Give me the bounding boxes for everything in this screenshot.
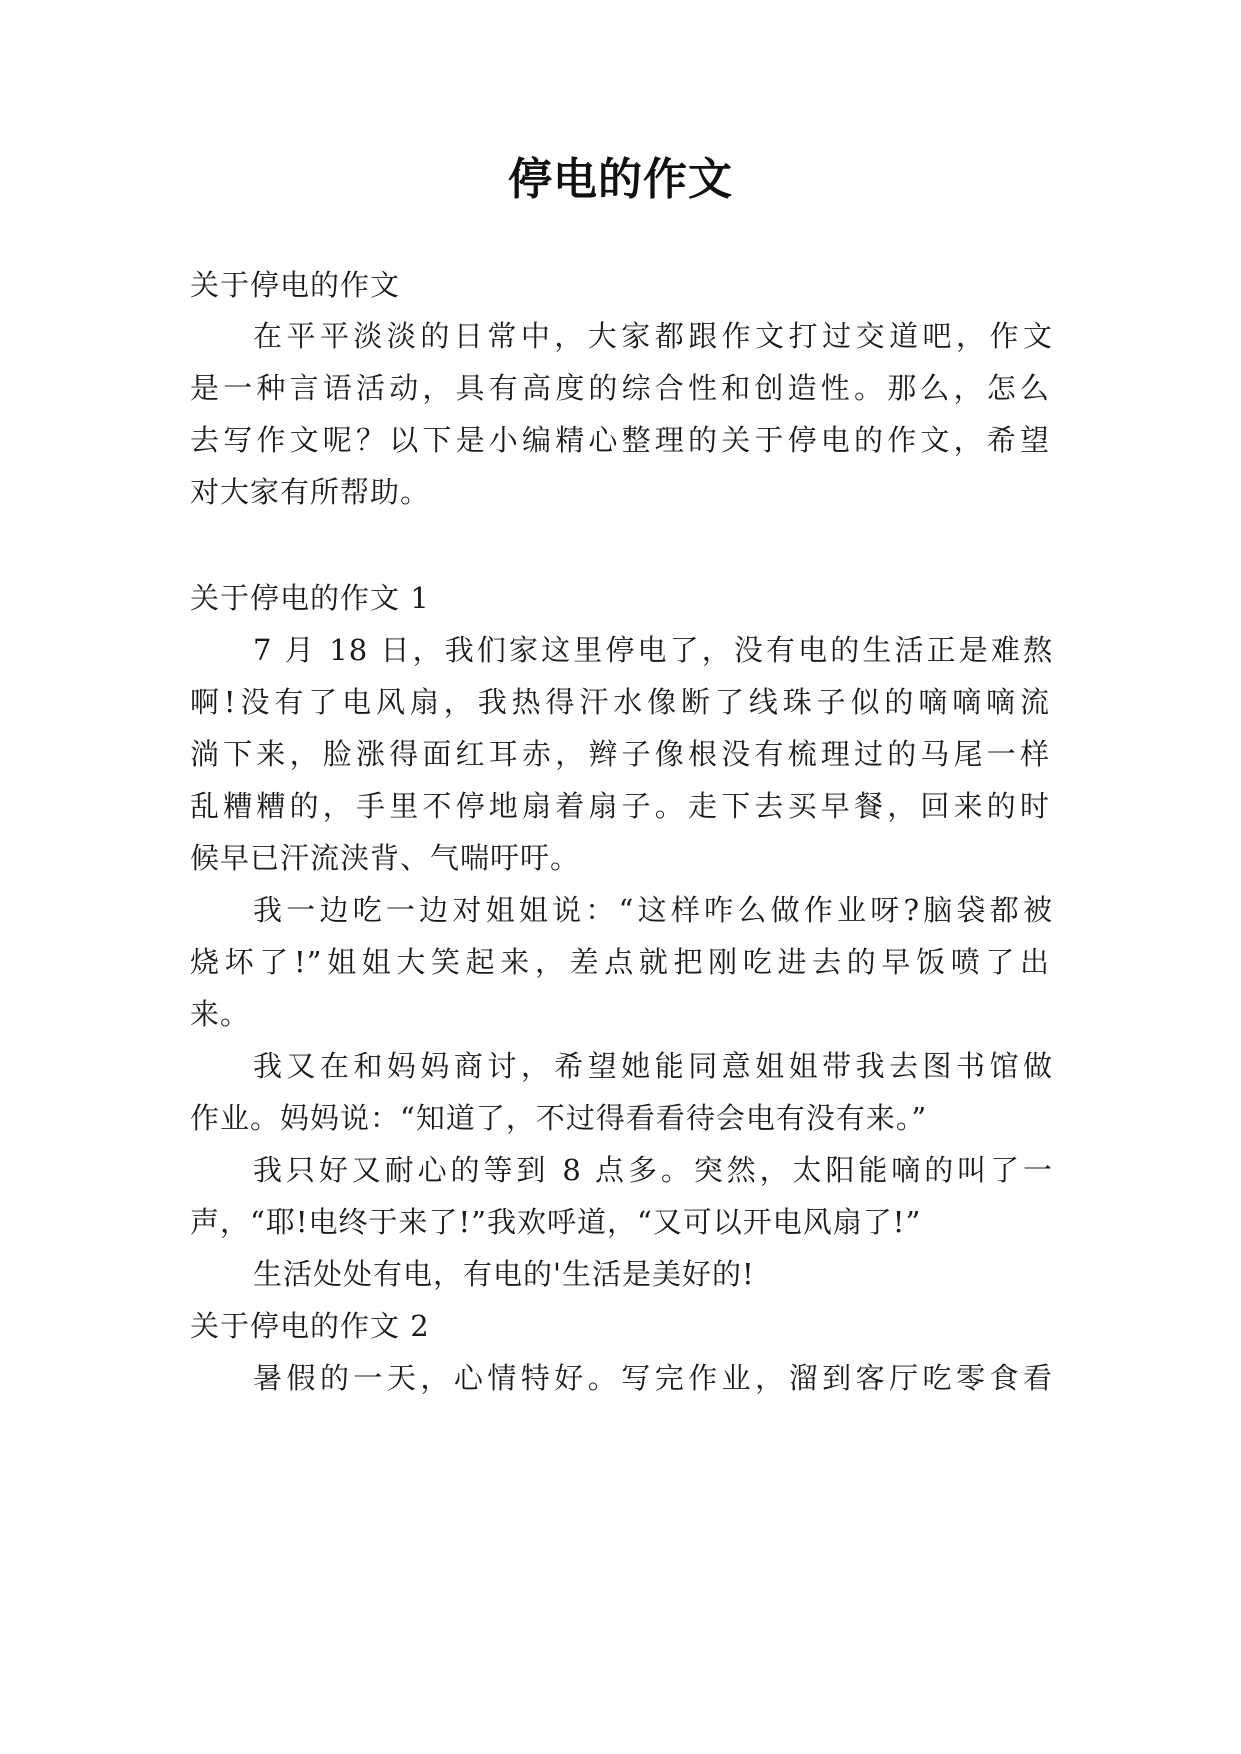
paragraph-line: 在平平淡淡的日常中，大家都跟作文打过交道吧，作文 (253, 319, 1053, 353)
paragraph-line: 对大家有所帮助。 (190, 475, 431, 509)
paragraph-line: 7 月 18 日，我们家这里停电了，没有电的生活正是难熬 (253, 633, 1053, 667)
paragraph-line: 候早已汗流浃背、气喘吁吁。 (190, 841, 581, 875)
section-heading: 关于停电的作文 1 (190, 581, 430, 615)
paragraph-line: 去写作文呢？以下是小编精心整理的关于停电的作文，希望 (190, 423, 1050, 457)
paragraph-line: 我一边吃一边对姐姐说：“这样咋么做作业呀?脑袋都被 (253, 893, 1053, 927)
paragraph-line: 我只好又耐心的等到 8 点多。突然，太阳能嘀的叫了一 (253, 1153, 1053, 1187)
paragraph-line: 作业。妈妈说：“知道了，不过得看看待会电有没有来。” (190, 1101, 928, 1135)
paragraph-line: 烧坏了!”姐姐大笑起来，差点就把刚吃进去的早饭喷了出 (190, 945, 1050, 979)
paragraph-line: 来。 (190, 997, 251, 1031)
paragraph-line: 是一种言语活动，具有高度的综合性和创造性。那么，怎么 (190, 371, 1050, 405)
paragraph-line: 淌下来，脸涨得面红耳赤，辫子像根没有梳理过的马尾一样 (190, 737, 1050, 771)
section-heading: 关于停电的作文 2 (190, 1309, 430, 1343)
paragraph-line: 我又在和妈妈商讨，希望她能同意姐姐带我去图书馆做 (253, 1049, 1053, 1083)
document-title: 停电的作文 (508, 154, 733, 205)
section-heading: 关于停电的作文 (190, 268, 401, 302)
paragraph-line: 生活处处有电，有电的'生活是美好的! (253, 1257, 755, 1291)
paragraph-line: 乱糟糟的，手里不停地扇着扇子。走下去买早餐，回来的时 (190, 789, 1050, 823)
paragraph-line: 暑假的一天，心情特好。写完作业，溜到客厅吃零食看 (253, 1361, 1053, 1395)
paragraph-line: 声，“耶!电终于来了!”我欢呼道，“又可以开电风扇了!” (190, 1205, 922, 1239)
paragraph-line: 啊!没有了电风扇，我热得汗水像断了线珠子似的嘀嘀嘀流 (190, 685, 1050, 719)
